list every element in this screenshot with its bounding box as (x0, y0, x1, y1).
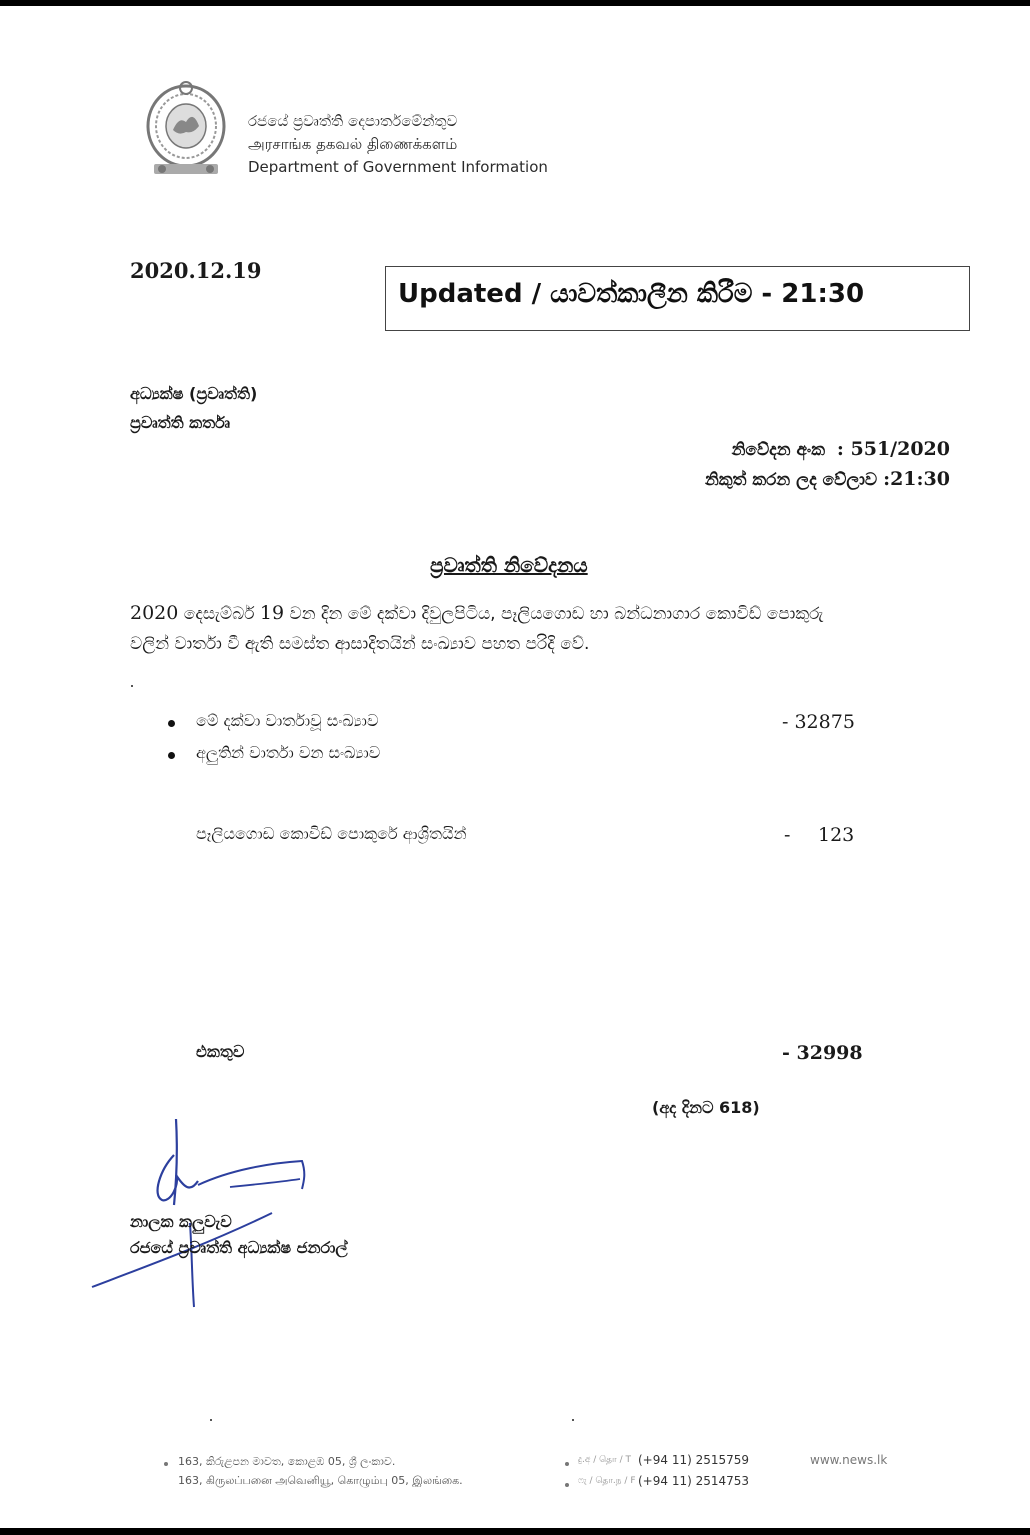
body-day: 19 (259, 602, 285, 624)
signatory-name: නාලක කලුවැව (130, 1212, 232, 1231)
release-number-label: නිවේදන අංක (731, 440, 826, 460)
footer-address-sinhala: 163, කිරුළපන මාවත, කොළඹ 05, ශ්‍රී ලංකාව. (178, 1455, 396, 1468)
addressee-line-2: ප්‍රවෘත්ති කර්තෘ (130, 413, 231, 432)
total-reported-label: මේ දක්වා වාර්තාවූ සංඛ්‍යාව (196, 711, 379, 730)
body-line-1-rest: වන දින මේ දක්වා දිවුලපිටිය, පෑලියගොඩ හා බන්ධනාගාර කොවිඩ් පොකුරු (289, 604, 824, 624)
body-line-2: වලින් වාර්තා වී ඇති සමස්ත ආසාදිතයින් සංඛ්‍යාව පහත පරිදි වේ. (130, 634, 590, 654)
footer-bullet (164, 1462, 168, 1466)
stray-dot (210, 1419, 212, 1421)
bottom-border (0, 1528, 1030, 1535)
sri-lanka-emblem-logo (140, 80, 232, 180)
update-notice-text: Updated / යාවත්කාලීන කිරීම - 21:30 (398, 279, 865, 309)
body-paragraph (130, 598, 960, 659)
document-date: 2020.12.19 (130, 258, 262, 283)
stray-dot (572, 1419, 574, 1421)
release-time-label: නිකුත් කරන ලද වේලාව (705, 470, 878, 490)
bullet-point-2 (168, 752, 175, 759)
body-year: 2020 (130, 602, 179, 624)
footer-phone: (+94 11) 2515759 (638, 1453, 750, 1467)
footer-bullet (565, 1462, 569, 1466)
new-cases-label: අලුතින් වාර්තා වන සංඛ්‍යාව (196, 743, 381, 762)
top-border (0, 0, 1030, 6)
footer-website-link[interactable]: www.news.lk (810, 1453, 888, 1467)
total-value: - 32998 (782, 1042, 863, 1064)
department-name-tamil: அரசாங்க தகவல் திணைக்களம் (248, 135, 458, 153)
footer-phone-label: දු.අ / தொ / T (578, 1455, 631, 1465)
body-month: දෙසැම්බර් (183, 604, 255, 624)
peliyagoda-contacts-value: 123 (818, 824, 855, 846)
footer-address-tamil: 163, கிருலப்பனை அவெனியூ, கொழும்பு 05, இலங்கை. (178, 1474, 463, 1487)
department-name-english: Department of Government Information (248, 158, 548, 176)
footer-bullet (565, 1483, 569, 1487)
addressee-line-1: අධ්‍යක්ෂ (ප්‍රවෘත්ති) (130, 384, 258, 403)
bullet-point-1 (168, 720, 175, 727)
footer-fax-label: ෆැ / தொ.ந / F (578, 1476, 636, 1486)
release-time (705, 468, 950, 490)
total-reported-value: - 32875 (782, 711, 855, 733)
footer-fax: (+94 11) 2514753 (638, 1474, 750, 1488)
release-number-value: : 551/2020 (836, 438, 950, 460)
document-title: ප්‍රවෘත්ති නිවේදනය (430, 553, 588, 577)
total-label: එකතුව (196, 1042, 245, 1061)
signatory-title: රජයේ ප්‍රවෘත්ති අධ්‍යක්ෂ ජනරාල් (130, 1238, 348, 1257)
release-time-value: :21:30 (883, 468, 950, 490)
release-number (732, 438, 950, 460)
update-notice-box (385, 266, 970, 331)
today-count: (අද දිනට 618) (652, 1098, 760, 1117)
department-name-sinhala: රජයේ ප්‍රවෘත්ති දෙපාර්තමේන්තුව (248, 112, 458, 130)
stray-dot (131, 685, 133, 687)
peliyagoda-contacts-label: පෑලියගොඩ කොවිඩ් පොකුරේ ආශ්‍රිතයින් (196, 824, 467, 843)
peliyagoda-contacts-dash: - (784, 824, 791, 846)
